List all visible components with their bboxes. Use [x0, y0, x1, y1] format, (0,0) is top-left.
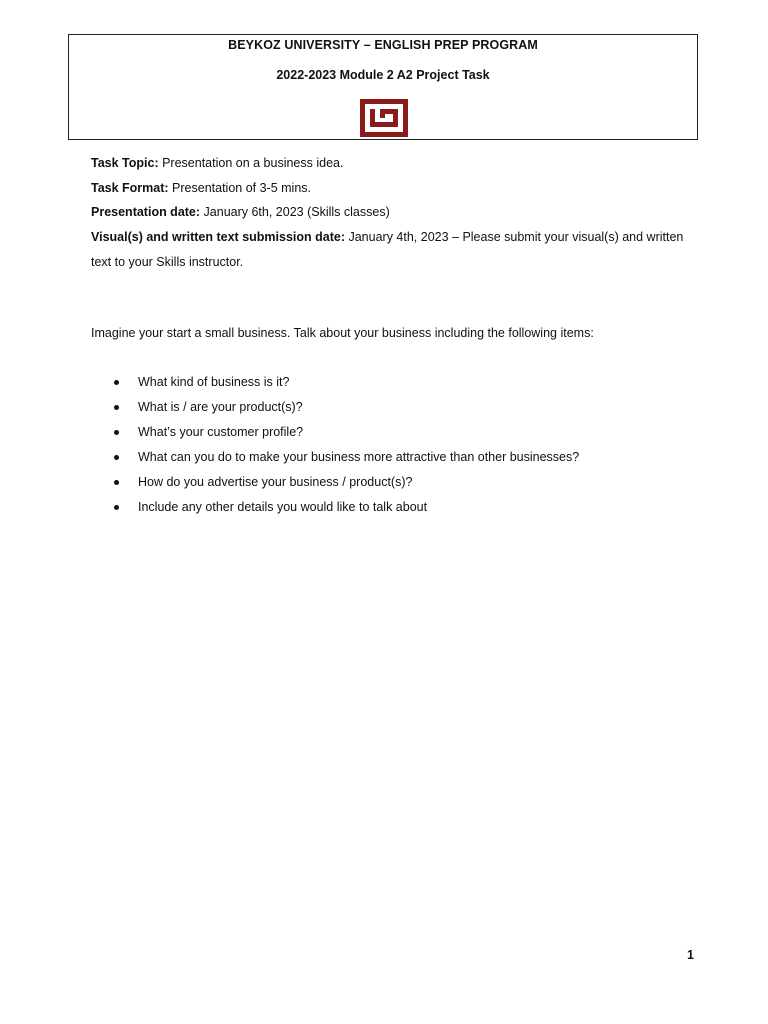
list-item-text: Include any other details you would like to talk about [138, 500, 428, 514]
bullet-icon [114, 455, 119, 460]
list-item [91, 450, 579, 475]
task-format-label: Task Format: [91, 181, 169, 195]
task-format-line [91, 180, 311, 196]
bullet-icon [114, 405, 119, 410]
submission-date-line [91, 229, 683, 245]
list-item [91, 375, 579, 400]
submission-instruction: text to your Skills instructor. [91, 255, 244, 269]
list-item [91, 400, 579, 425]
presentation-date-label: Presentation date: [91, 205, 201, 219]
header-title: BEYKOZ UNIVERSITY – ENGLISH PREP PROGRAM [228, 38, 538, 52]
bullet-icon [114, 380, 119, 385]
bullet-icon [114, 430, 119, 435]
university-logo-meander-icon [360, 99, 408, 137]
submission-date-line-2 [91, 254, 243, 270]
list-item [91, 475, 579, 500]
presentation-date-value: January 6th, 2023 (Skills classes) [200, 205, 390, 219]
task-topic-label: Task Topic: [91, 156, 159, 170]
document-header-box [68, 34, 698, 140]
task-topic-line [91, 155, 343, 171]
presentation-date-line [91, 204, 390, 220]
task-topic-value: Presentation on a business idea. [158, 156, 344, 170]
submission-date-label: Visual(s) and written text submission date: [91, 230, 345, 244]
bullet-list [91, 375, 579, 525]
list-item [91, 425, 579, 450]
list-item [91, 500, 579, 525]
submission-date-value: January 4th, 2023 – Please submit your visual(s) and written [345, 230, 684, 244]
header-subtitle: 2022-2023 Module 2 A2 Project Task [276, 68, 490, 82]
task-format-value: Presentation of 3-5 mins. [168, 181, 312, 195]
list-item-text: What is / are your product(s)? [138, 400, 303, 414]
intro-paragraph: Imagine your start a small business. Talk about your business including the following items: [91, 326, 594, 340]
bullet-icon [114, 505, 119, 510]
page-number: 1 [687, 948, 694, 962]
list-item-text: What can you do to make your business more attractive than other businesses? [138, 450, 580, 464]
list-item-text: What’s your customer profile? [138, 425, 304, 439]
bullet-icon [114, 480, 119, 485]
list-item-text: How do you advertise your business / product(s)? [138, 475, 413, 489]
list-item-text: What kind of business is it? [138, 375, 290, 389]
